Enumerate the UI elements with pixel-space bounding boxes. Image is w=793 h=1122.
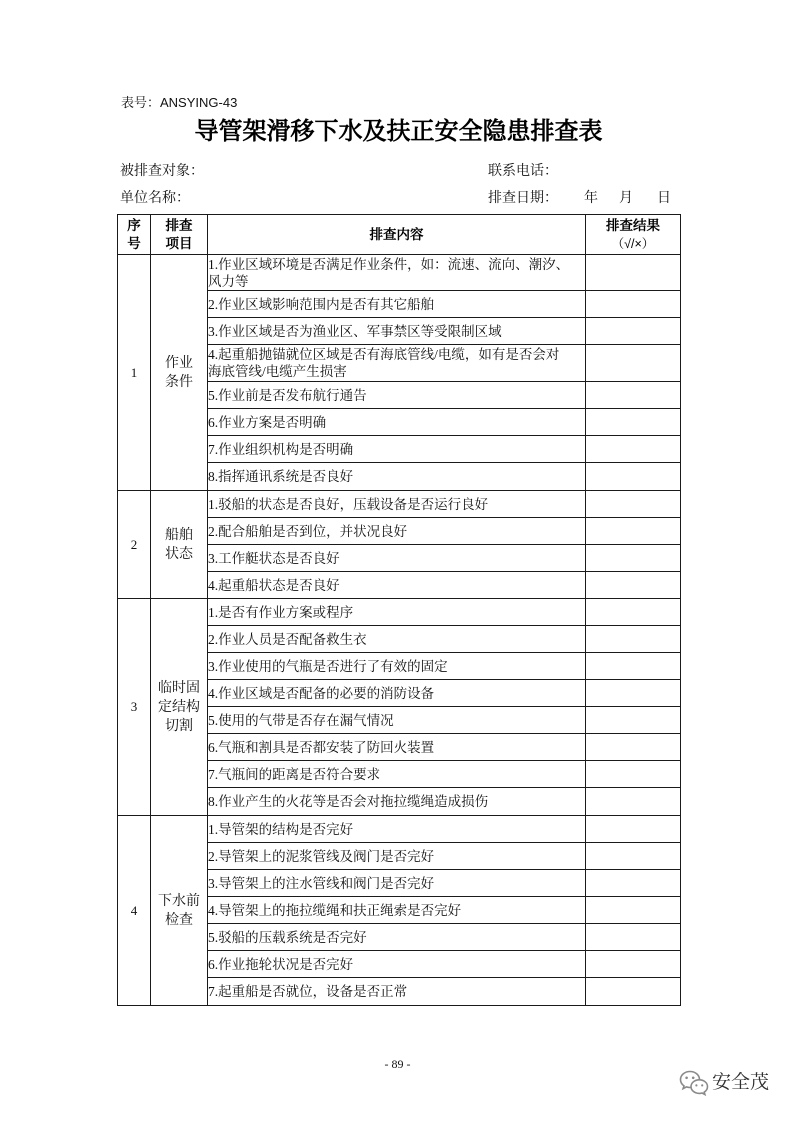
group-category-line: 检查	[165, 912, 193, 928]
result-cell	[586, 345, 681, 382]
check-item	[208, 436, 586, 463]
check-item	[208, 843, 586, 870]
result-cell	[586, 599, 681, 626]
result-cell	[586, 463, 681, 491]
table-row	[118, 599, 681, 626]
table-row	[118, 491, 681, 518]
header-check-result	[586, 215, 681, 255]
check-item-text: 1.导管架的结构是否完好	[208, 821, 354, 837]
check-item-text: 7.气瓶间的距离是否符合要求	[208, 766, 381, 782]
check-item-text: 4.作业区域是否配备的必要的消防设备	[208, 685, 435, 701]
check-item-text: 4.起重船状态是否良好	[208, 577, 340, 593]
group-category-line: 状态	[165, 546, 193, 562]
check-item	[208, 599, 586, 626]
check-item	[208, 816, 586, 843]
check-item-text: 8.作业产生的火花等是否会对拖拉缆绳造成损伤	[208, 794, 489, 809]
check-item	[208, 382, 586, 409]
header-serial-no-line: 序	[127, 217, 141, 233]
group-category-line: 下水前	[158, 893, 200, 909]
header-check-result-line: 排查结果	[606, 217, 660, 233]
result-cell	[586, 518, 681, 545]
check-item	[208, 409, 586, 436]
check-item-text: 2.作业区域影响范围内是否有其它船舶	[208, 296, 435, 312]
group-category	[151, 816, 208, 1006]
result-cell	[586, 761, 681, 788]
watermark-text: 安全茂	[712, 1072, 770, 1093]
check-item	[208, 626, 586, 653]
result-cell	[586, 707, 681, 734]
page-number: - 89 -	[384, 1057, 411, 1071]
check-item-text: 2.导管架上的泥浆管线及阀门是否完好	[208, 848, 435, 864]
date-month-label: 月	[619, 189, 633, 205]
check-item-text: 3.作业区域是否为渔业区、军事禁区等受限制区域	[208, 323, 502, 339]
check-item	[208, 707, 586, 734]
result-cell	[586, 545, 681, 572]
result-cell	[586, 382, 681, 409]
check-item-text: 4.导管架上的拖拉缆绳和扶正绳索是否完好	[208, 902, 462, 918]
check-item-text: 7.作业组织机构是否明确	[208, 441, 354, 457]
check-item	[208, 788, 586, 816]
page-title: 导管架滑移下水及扶正安全隐患排查表	[194, 118, 603, 145]
result-cell	[586, 788, 681, 816]
check-item-text: 7.起重船是否就位，设备是否正常	[208, 984, 408, 999]
check-item-text: 3.工作艇状态是否良好	[208, 550, 340, 566]
header-check-result-mark: （√/×）	[611, 236, 655, 251]
header-check-category-line: 项目	[165, 235, 193, 251]
group-number: 2	[118, 491, 151, 599]
check-item-text: 1.是否有作业方案或程序	[208, 604, 354, 620]
check-item-text: 5.驳船的压载系统是否完好	[208, 929, 367, 945]
result-cell	[586, 491, 681, 518]
result-cell	[586, 436, 681, 463]
group-category-line: 临时固	[158, 680, 200, 696]
check-item-text: 5.作业前是否发布航行通告	[208, 387, 367, 403]
result-cell	[586, 572, 681, 599]
group-number: 1	[118, 255, 151, 491]
result-cell	[586, 870, 681, 897]
result-cell	[586, 734, 681, 761]
result-cell	[586, 255, 681, 291]
result-cell	[586, 680, 681, 707]
group-category-line: 条件	[165, 374, 193, 390]
date-year-label: 年	[584, 189, 598, 205]
check-item	[208, 680, 586, 707]
check-item	[208, 653, 586, 680]
group-category	[151, 255, 208, 491]
check-item-text: 1.驳船的状态是否良好，压载设备是否运行良好	[208, 496, 489, 512]
inspection-table	[117, 214, 681, 1006]
check-item	[208, 951, 586, 978]
check-item-text: 4.起重船抛锚就位区域是否有海底管线/电缆，如有是否会对	[208, 347, 560, 362]
check-item	[208, 761, 586, 788]
inspection-date-label: 排查日期：	[488, 189, 558, 205]
group-category-line: 切割	[165, 718, 193, 734]
group-category-line: 定结构	[158, 699, 200, 715]
check-item-text: 海底管线/电缆产生损害	[208, 364, 347, 379]
check-item	[208, 291, 586, 318]
check-item	[208, 572, 586, 599]
check-item-text: 8.指挥通讯系统是否良好	[208, 469, 354, 484]
result-cell	[586, 318, 681, 345]
check-item	[208, 255, 586, 291]
result-cell	[586, 626, 681, 653]
header-check-content: 排查内容	[208, 215, 586, 255]
wechat-icon	[679, 1070, 709, 1096]
group-category-line: 作业	[165, 355, 193, 371]
check-item	[208, 318, 586, 345]
form-number: 表号：ANSYING-43	[121, 95, 238, 110]
check-item	[208, 978, 586, 1006]
table-row	[118, 255, 681, 291]
header-check-category-line: 排查	[165, 217, 193, 233]
phone-label: 联系电话：	[488, 162, 558, 178]
check-item	[208, 870, 586, 897]
check-item-text: 1.作业区域环境是否满足作业条件，如：流速、流向、潮汐、	[208, 256, 570, 272]
check-item-text: 6.作业方案是否明确	[208, 414, 327, 430]
header-serial-no-line: 号	[127, 235, 141, 251]
check-item	[208, 545, 586, 572]
check-item	[208, 491, 586, 518]
check-item-text: 3.作业使用的气瓶是否进行了有效的固定	[208, 658, 448, 674]
group-category	[151, 599, 208, 816]
result-cell	[586, 291, 681, 318]
result-cell	[586, 409, 681, 436]
check-item	[208, 345, 586, 382]
check-item-text: 6.气瓶和割具是否都安装了防回火装置	[208, 739, 435, 755]
result-cell	[586, 816, 681, 843]
check-item-text: 5.使用的气带是否存在漏气情况	[208, 712, 394, 728]
result-cell	[586, 978, 681, 1006]
result-cell	[586, 951, 681, 978]
unit-name-label: 单位名称：	[120, 189, 190, 205]
check-item	[208, 924, 586, 951]
check-item-text: 6.作业拖轮状况是否完好	[208, 956, 354, 972]
check-item	[208, 734, 586, 761]
group-category	[151, 491, 208, 599]
result-cell	[586, 897, 681, 924]
header-serial-no	[118, 215, 151, 255]
header-check-category	[151, 215, 208, 255]
check-item-text: 2.配合船舶是否到位，并状况良好	[208, 523, 408, 539]
date-day-label: 日	[657, 189, 671, 205]
inspected-object-label: 被排查对象：	[120, 162, 204, 178]
check-item-text: 3.导管架上的注水管线和阀门是否完好	[208, 875, 435, 891]
group-number: 4	[118, 816, 151, 1006]
check-item	[208, 463, 586, 491]
group-number: 3	[118, 599, 151, 816]
result-cell	[586, 653, 681, 680]
result-cell	[586, 843, 681, 870]
check-item	[208, 897, 586, 924]
check-item	[208, 518, 586, 545]
result-cell	[586, 924, 681, 951]
table-header-row	[118, 215, 681, 255]
check-item-text: 风力等	[208, 273, 249, 289]
check-item-text: 2.作业人员是否配备救生衣	[208, 631, 367, 647]
group-category-line: 船舶	[165, 527, 193, 543]
table-row	[118, 816, 681, 843]
